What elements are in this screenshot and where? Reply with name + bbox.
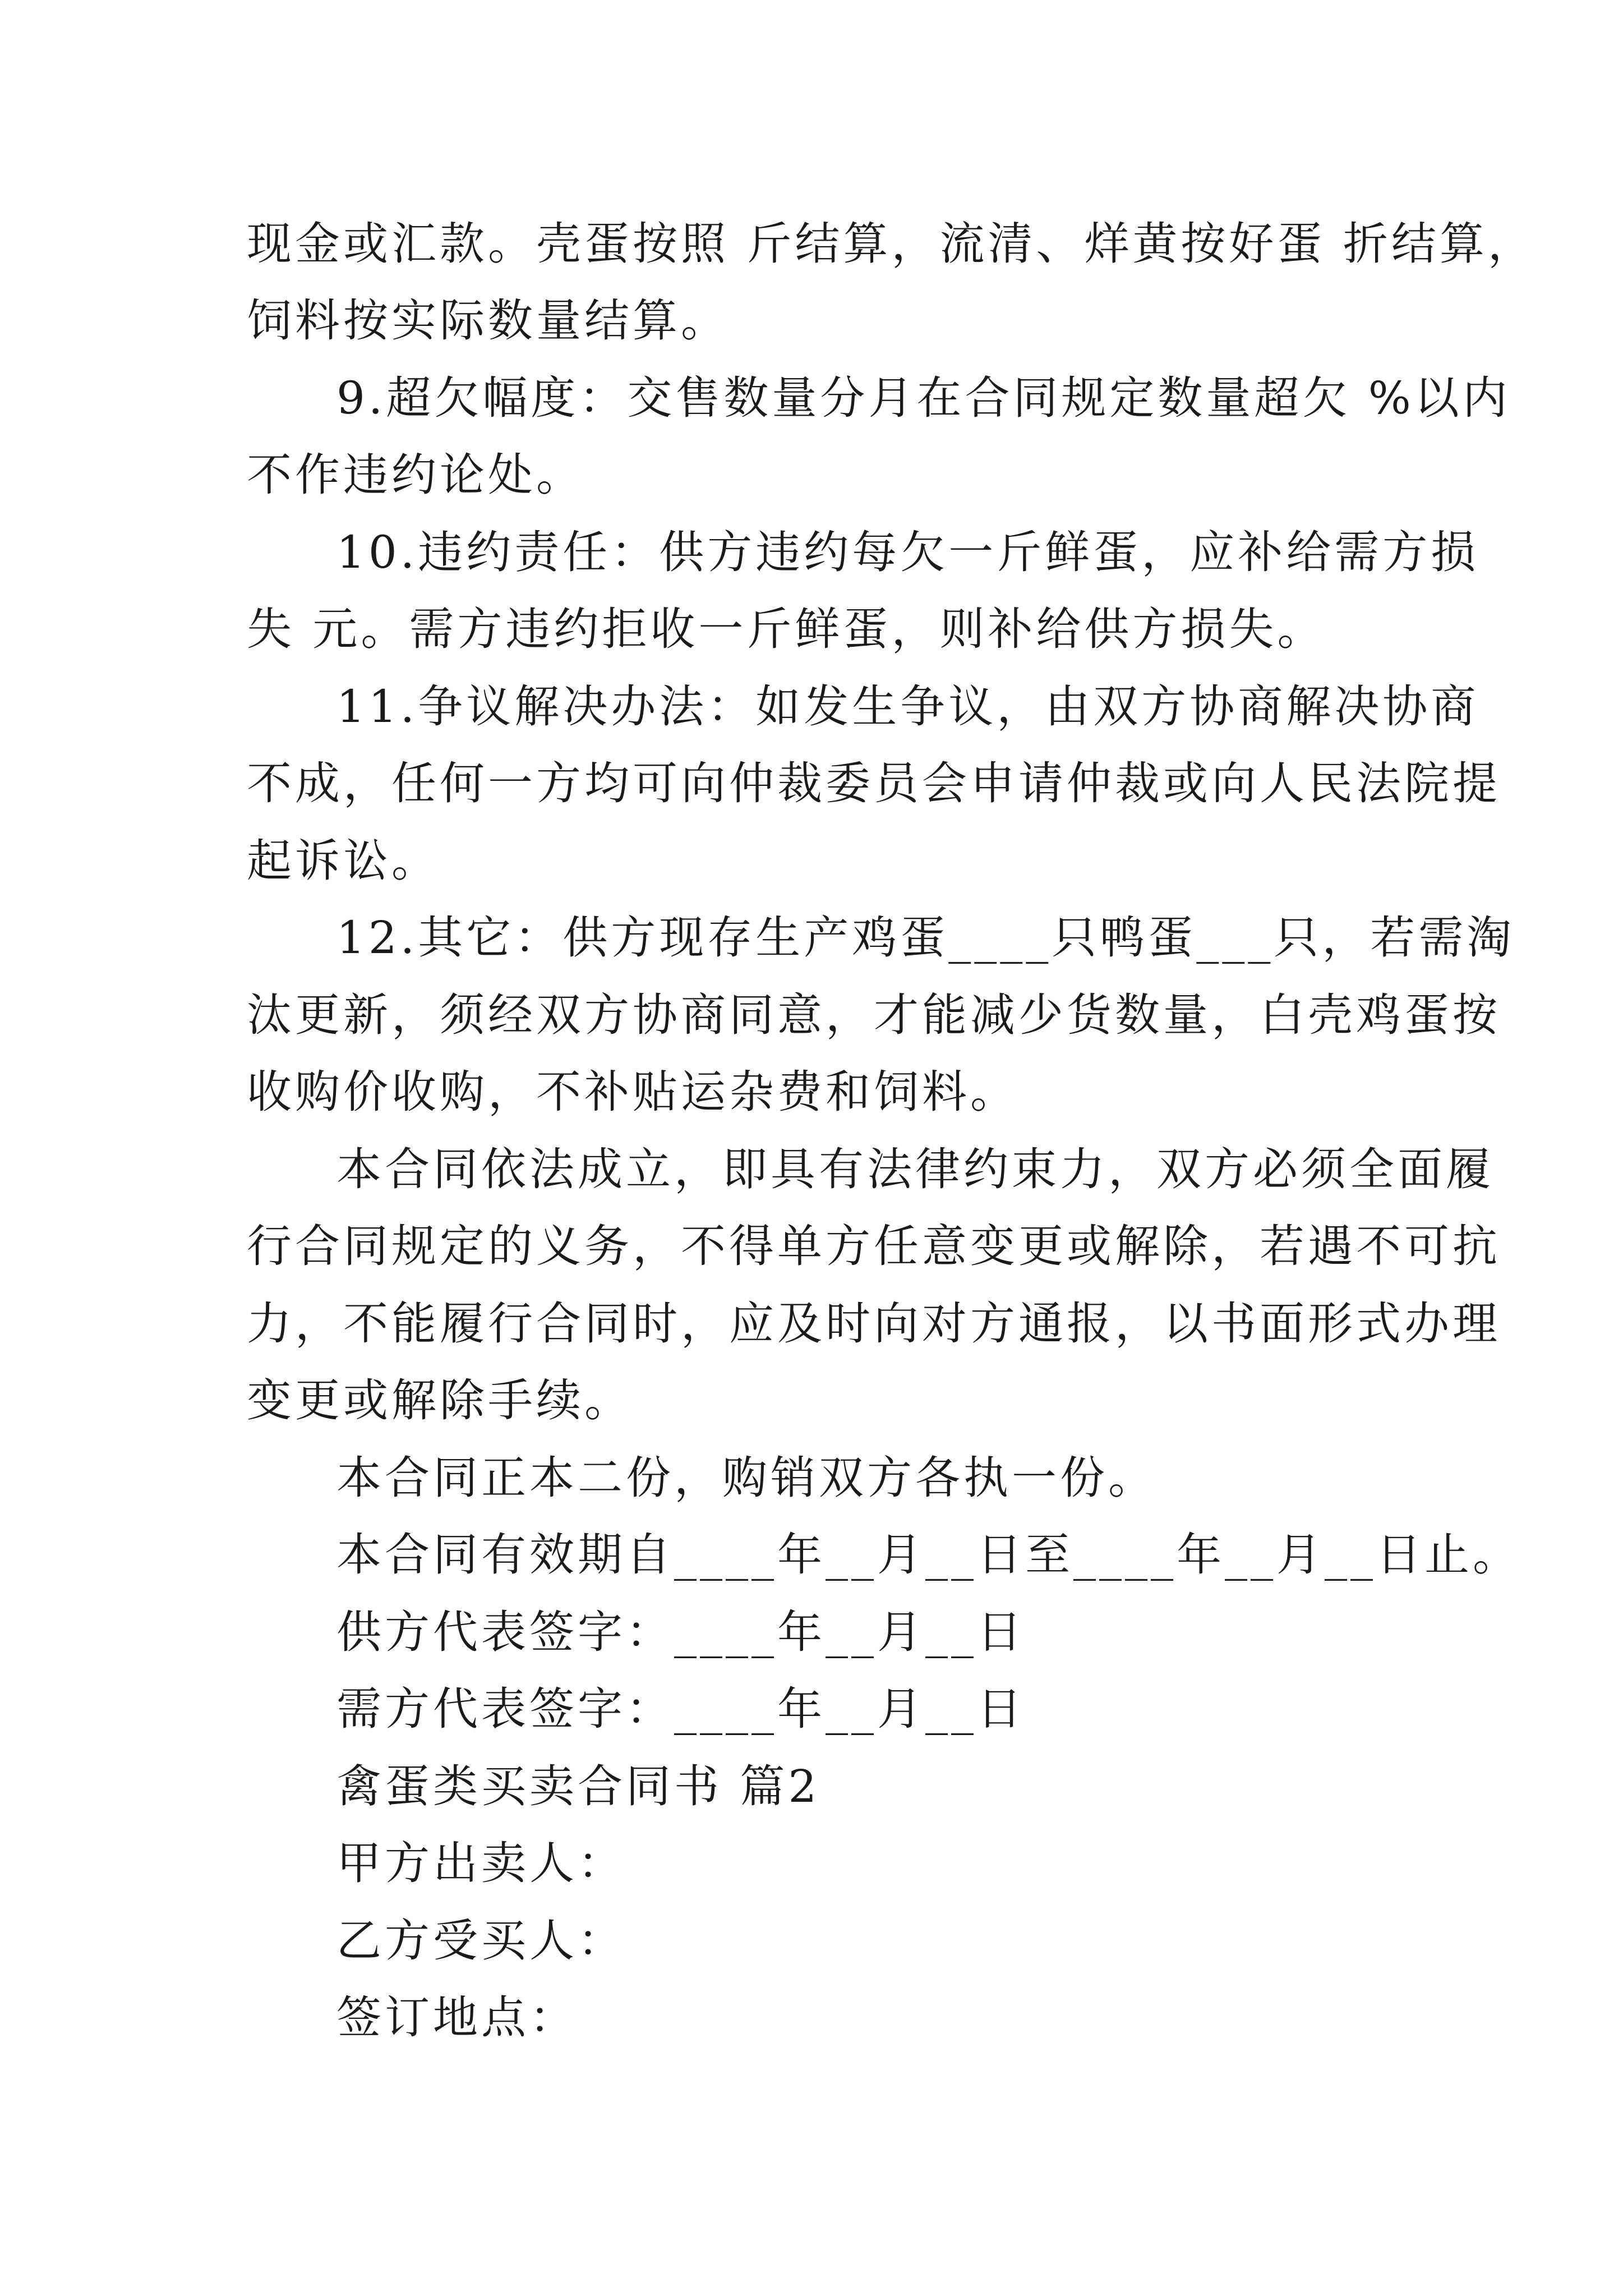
text-line: 本合同依法成立，即具有法律约束力，双方必须全面履 [336, 1143, 1494, 1195]
text-line: 本合同有效期自____年__月__日至____年__月__日止。 [336, 1529, 1521, 1581]
text-line: 甲方出卖人： [336, 1837, 626, 1889]
text-line: 汰更新，须经双方协商同意，才能减少货数量，白壳鸡蛋按 [247, 989, 1501, 1041]
text-line: 签订地点： [336, 1991, 578, 2044]
text-line: 9.超欠幅度：交售数量分月在合同规定数量超欠 %以内 [336, 372, 1511, 424]
text-line: 10.违约责任：供方违约每欠一斤鲜蛋，应补给需方损 [336, 526, 1479, 578]
text-line: 乙方受买人： [336, 1915, 626, 1967]
text-line: 不成，任何一方均可向仲裁委员会申请仲裁或向人民法院提 [247, 757, 1501, 809]
text-line: 不作违约论处。 [247, 449, 584, 501]
text-line: 行合同规定的义务，不得单方任意变更或解除，若遇不可抗 [247, 1220, 1501, 1272]
text-line: 需方代表签字：____年__月__日 [336, 1683, 1025, 1735]
text-line: 失 元。需方违约拒收一斤鲜蛋，则补给供方损失。 [247, 603, 1326, 655]
text-line: 12.其它：供方现存生产鸡蛋____只鸭蛋___只，若需淘 [336, 912, 1515, 964]
text-line: 起诉讼。 [247, 835, 440, 887]
text-line: 收购价收购，不补贴运杂费和饲料。 [247, 1066, 1018, 1118]
text-line: 力，不能履行合同时，应及时向对方通报，以书面形式办理 [247, 1297, 1501, 1350]
text-line: 本合同正本二份，购销双方各执一份。 [336, 1452, 1156, 1504]
text-line: 饲料按实际数量结算。 [247, 295, 729, 347]
text-line: 供方代表签字：____年__月__日 [336, 1606, 1025, 1658]
text-line: 11.争议解决办法：如发生争议，由双方协商解决协商 [336, 680, 1479, 733]
text-line: 现金或汇款。壳蛋按照 斤结算，流清、烊黄按好蛋 折结算， [247, 218, 1536, 270]
text-line: 变更或解除手续。 [247, 1374, 633, 1427]
text-line: 禽蛋类买卖合同书 篇2 [336, 1760, 820, 1812]
